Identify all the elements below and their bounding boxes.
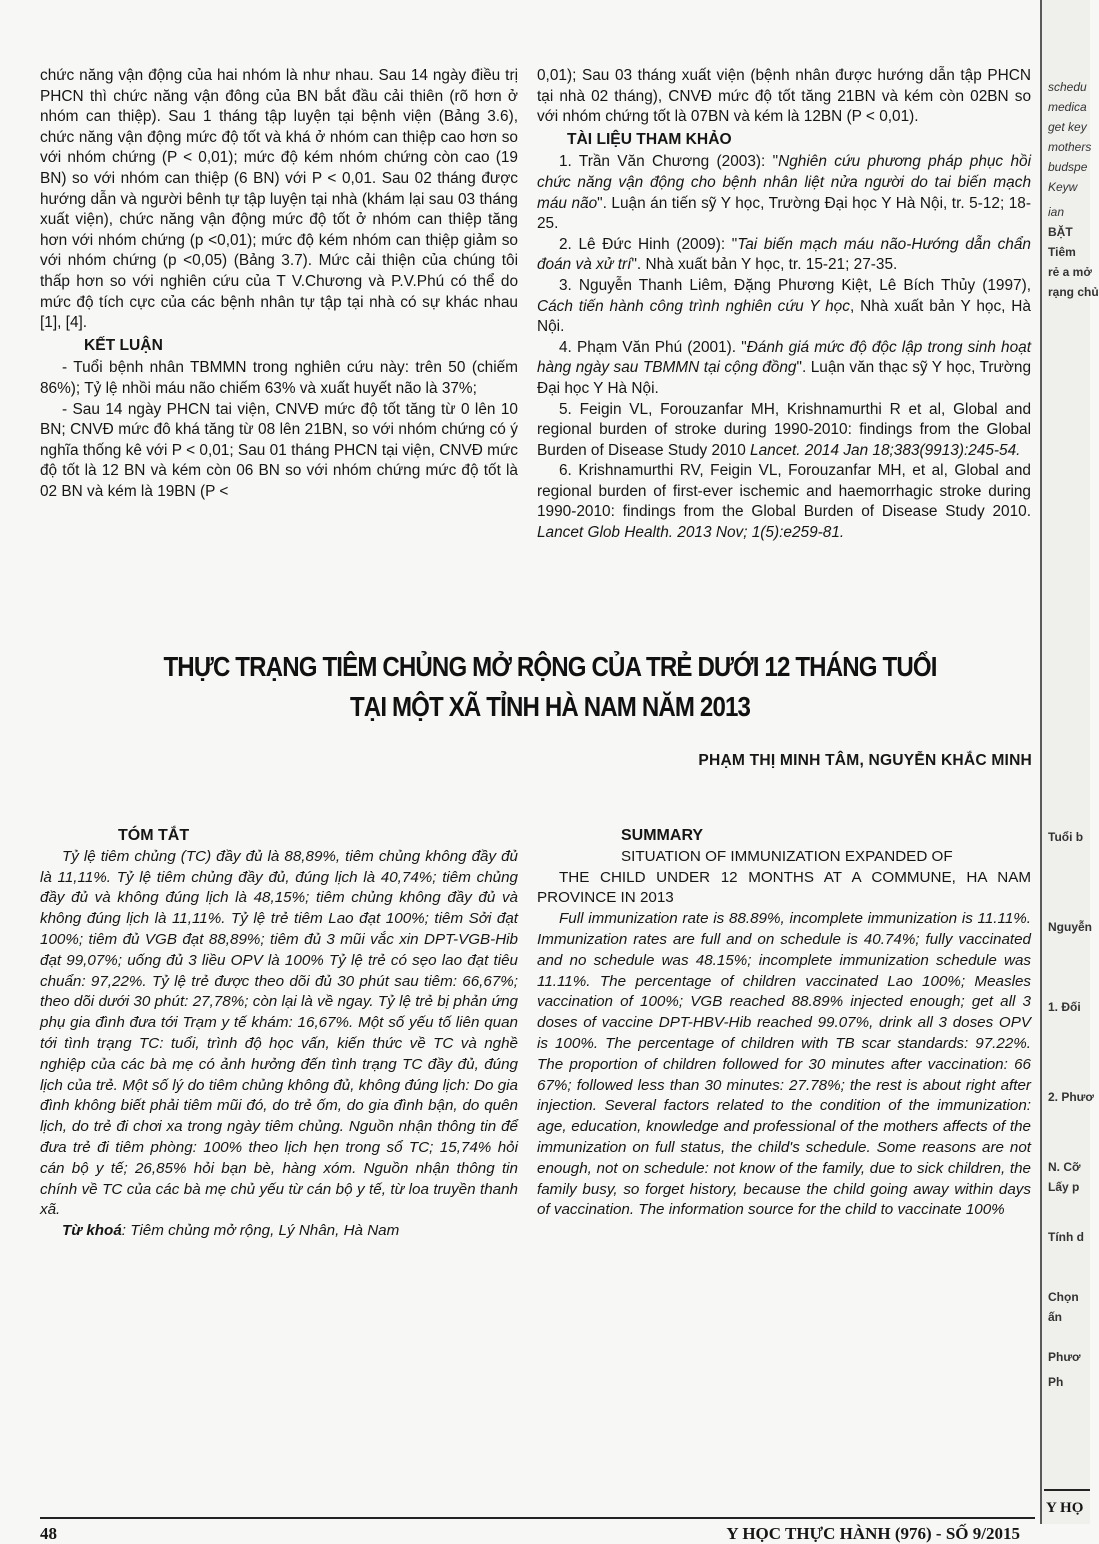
- adjacent-page-edge: [1040, 0, 1099, 1524]
- abstract-vn-keywords: [40, 1221, 518, 1242]
- adjacent-page-fragment: rẻ a mở: [1048, 265, 1092, 279]
- reference-text: 1. Trần Văn Chương (2003): ": [559, 153, 779, 171]
- abstract-vietnamese: [40, 824, 518, 1242]
- reference-title: Lancet. 2014 Jan 18;383(9913):245-54.: [750, 441, 1021, 459]
- adjacent-page-fragment: 1. Đối: [1048, 1000, 1081, 1014]
- abstract-en-title-rest: THE CHILD UNDER 12 MONTHS AT A COMMUNE, HA NAM PROVINCE IN 2013: [537, 868, 1031, 907]
- reference-item: [537, 276, 1031, 338]
- reference-title: Cách tiến hành công trình nghiên cứu Y học: [537, 297, 850, 315]
- keywords-value: : Tiêm chủng mở rộng, Lý Nhân, Hà Nam: [121, 1222, 400, 1240]
- adjacent-page-fragment: BẶT: [1048, 225, 1073, 239]
- footer-rule: [40, 1517, 1035, 1519]
- abstract-vn-heading: TÓM TẮT: [118, 827, 190, 844]
- previous-article-right-column: [537, 66, 1031, 544]
- adjacent-page-fragment: Phươ: [1048, 1350, 1081, 1364]
- reference-text: 6. Krishnamurthi RV, Feigin VL, Forouzanfar MH, et al, Global and regional burden of first-ever ischemic and haemorrhagic stroke during 1990-2010: findings from the Global Burden of Disease Study 2010.: [537, 462, 1031, 521]
- adjacent-page-fragment: ấn: [1048, 1310, 1063, 1324]
- article-authors: PHẠM THỊ MINH TÂM, NGUYỄN KHẮC MINH: [698, 752, 1032, 769]
- adjacent-page-fragment: Ph: [1048, 1375, 1064, 1389]
- reference-text: 5. Feigin VL, Forouzanfar MH, Krishnamurthi R et al, Global and regional burden of stroke during 1990-2010: findings from the Global Burden of Disease Study 2010: [537, 400, 1031, 459]
- adjacent-page-fragment: Keyw: [1048, 180, 1078, 194]
- adjacent-footer-rule: [1044, 1489, 1090, 1491]
- previous-article-left-column: [40, 66, 518, 502]
- page-gutter-line: [1040, 0, 1042, 1524]
- reference-item: [537, 461, 1031, 543]
- adjacent-page-fragment: schedu: [1048, 80, 1087, 94]
- references-heading: TÀI LIỆU THAM KHẢO: [567, 130, 732, 148]
- adjacent-page-fragment: get key: [1048, 120, 1087, 134]
- article-title-line-1: THỰC TRẠNG TIÊM CHỦNG MỞ RỘNG CỦA TRẺ DƯỚI 12 THÁNG TUỔI: [163, 651, 937, 682]
- adjacent-page-fragment: mothers: [1048, 140, 1092, 154]
- discussion-paragraph: chức năng vận động của hai nhóm là như nhau. Sau 14 ngày điều trị PHCN thì chức năng vận đông của BN bắt đầu cải thiên (rõ hơn ở nhóm can thiệp). Sau 1 tháng tập luyện tại bệnh viện (Bảng 3.6), chức năng vận động mức độ tốt và khá ở nhóm can thiệp cao hơn so với nhóm chứng (P < 0,01); mức độ kém nhóm chứng còn cao (19 BN) so với nhóm can thiệp (6 BN) với P < 0,01. Sau 02 tháng được hướng dẫn và người bênh tự tập luyện tại nhà (khám lại sau 03 tháng xuất viện), chức năng vận động mức độ tốt ở nhóm can thiệp tăng hơn với nhóm chứng (p <0,01); mức độ kém nhóm can thiệp giảm so với nhóm chứng (p <0,05) (Bảng 3.7). Mức cải thiện của chúng tôi thấp hơn so với nghiên cứu của T V.Chương và P.V.Phú có thể do mức độ tích cực của các bệnh nhân tự tập tại nhà có sự khác nhau [1], [4].: [40, 67, 518, 332]
- reference-title: Đánh giá mức độ độc lập trong sinh hoạt hàng ngày sau TBMMN tại cộng đồng: [537, 338, 1031, 377]
- abstract-en-heading: SUMMARY: [621, 827, 704, 844]
- adjacent-page-fragment: Tính d: [1048, 1230, 1084, 1244]
- article-title-line-2: TẠI MỘT XÃ TỈNH HÀ NAM NĂM 2013: [349, 691, 751, 722]
- conclusion-heading: KẾT LUẬN: [84, 336, 163, 354]
- reference-title: Tai biến mạch máu não-Hướng dẫn chẩn đoán và xử trí: [537, 235, 1031, 274]
- reference-text: , Nhà xuất bản Y học, Hà Nội.: [537, 297, 1031, 336]
- adjacent-page-fragment: medica: [1048, 100, 1087, 114]
- reference-text: ". Luận văn thạc sỹ Y học, Trường Đại học Y Hà Nội.: [537, 359, 1031, 397]
- abstract-english: [537, 824, 1031, 1221]
- reference-item: [537, 338, 1031, 400]
- adjacent-page-fragment: 2. Phươ: [1048, 1090, 1094, 1104]
- adjacent-page-fragment: Tiêm: [1048, 245, 1076, 259]
- adjacent-page-fragment: Chọn: [1048, 1290, 1079, 1304]
- reference-item: [537, 235, 1031, 276]
- reference-text: 4. Phạm Văn Phú (2001). ": [559, 338, 747, 356]
- conclusion-paragraph: - Sau 14 ngày PHCN tai viện, CNVĐ mức độ tốt tăng từ 0 lên 10 BN; CNVĐ mức đô khá tăng từ 08 lên 21BN, so với nhóm chứng có ý nghĩa thống kê với P < 0,01; Sau 01 tháng PHCN tại viện, CNVĐ mức độ tốt là 12 BN và kém còn 06 BN so với nhóm chứng mức độ tốt là 02 BN và kém là 19BN (P <: [40, 400, 518, 500]
- adjacent-page-fragment: ian: [1048, 205, 1065, 219]
- adjacent-page-fragment: Nguyễn: [1048, 920, 1093, 934]
- conclusion-continuation: 0,01); Sau 03 tháng xuất viện (bệnh nhân được hướng dẫn tập PHCN tại nhà 02 tháng), CNVĐ mức độ tốt tăng 21BN và kém còn 02BN so với nhóm chứng tốt là 07BN và kém là 12BN (P < 0,01).: [537, 67, 1031, 126]
- reference-title: Nghiên cứu phương pháp phục hồi chức năng vận động cho bệnh nhân liệt nửa người do tai biến mạch máu não: [537, 153, 1031, 212]
- adjacent-footer: Y HỌ: [1046, 1500, 1084, 1516]
- reference-item: [537, 400, 1031, 462]
- page-number: 48: [40, 1524, 57, 1543]
- adjacent-page-fragment: budspe: [1048, 160, 1088, 174]
- keywords-label: Từ khoá: [62, 1222, 122, 1240]
- reference-title: Lancet Glob Health. 2013 Nov; 1(5):e259-81.: [537, 524, 845, 542]
- adjacent-page-fragment: Lấy p: [1048, 1180, 1080, 1194]
- adjacent-page-fragment: Tuổi b: [1048, 830, 1084, 844]
- reference-text: ". Nhà xuất bản Y học, tr. 15-21; 27-35.: [631, 256, 898, 274]
- conclusion-paragraph: - Tuổi bệnh nhân TBMMN trong nghiên cứu này: trên 50 (chiếm 86%); Tỷ lệ nhồi máu não chiếm 63% và xuất huyết não là 37%;: [40, 359, 518, 397]
- reference-text: ". Luận án tiến sỹ Y học, Trường Đại học Y Hà Nội, tr. 5-12; 18-25.: [537, 194, 1031, 233]
- references-list: [537, 152, 1031, 543]
- adjacent-page-fragment: N. Cỡ: [1048, 1160, 1081, 1174]
- reference-text: 2. Lê Đức Hinh (2009): ": [559, 235, 738, 253]
- reference-item: [537, 152, 1031, 234]
- abstract-vn-body: Tỷ lệ tiêm chủng (TC) đầy đủ là 88,89%, tiêm chủng không đầy đủ là 11,11%. Tỷ lệ tiêm chủng đầy đủ, đúng lịch là 40,74%; tiêm chủng đầy đủ và không đúng lịch là 48,15%; tiêm chủng không đầy đủ và không đúng lịch là 11,11%. Tỷ lệ trẻ tiêm Lao đạt 100%; tiêm Sởi đạt 100%; tiêm đủ VGB đạt 88,89%; tiêm đủ 3 mũi vắc xin DPT-VGB-Hib đạt 99,07%; uống đủ 3 liều OPV là 100% Tỷ lệ trẻ có sẹo lao đạt tiêu chuẩn: 97,22%. Tỷ lệ trẻ được theo dõi đủ 30 phút sau tiêm: 66,67%; theo dõi dưới 30 phút: 27,78%; còn lại là về ngay. Tỷ lệ trẻ bị phản ứng phụ gia đình đưa tới Trạm y tế khám: 16,67%. Một số yếu tố liên quan tới tình trạng TC: tuổi, trình độ học vấn, kiến thức về TC và nghề nghiệp của các bà mẹ có ảnh hưởng đến tình trạng TC đầy đủ, đúng lịch của trẻ. Một số lý do tiêm chủng không đủ, không đúng lịch: Do gia đình không biết phải tiêm mũi đó, do trẻ ốm, do gia đình bận, do quên lịch, do trẻ đi chơi xa trong ngày tiêm chủng. Nguồn nhận thông tin để đưa trẻ đi tiêm phòng: 100% theo lịch hẹn trong sổ TC; 15,74% hỏi cán bộ y tế; 26,85% hỏi bạn bè, hàng xóm. Nguồn nhận thông tin chính về TC của các bà mẹ chủ yếu từ cán bộ y tế, từ loa truyền thanh xã.: [40, 847, 518, 1219]
- journal-footer: Y HỌC THỰC HÀNH (976) - SỐ 9/2015: [726, 1524, 1020, 1543]
- reference-text: 3. Nguyễn Thanh Liêm, Đặng Phương Kiệt, Lê Bích Thủy (1997),: [559, 276, 1031, 294]
- abstract-en-title-first: SITUATION OF IMMUNIZATION EXPANDED OF: [621, 847, 953, 865]
- abstract-en-body: Full immunization rate is 88.89%, incomplete immunization is 11.11%. Immunization rates are full and on schedule is 40.74%; fully vaccinated and no schedule was 48.15%; incomplete immunization schedule was 11.11%. The percentage of children vaccinated Lao 100%; Measles vaccination of 100%; VGB reached 88.89% injected enough; get all 3 doses of vaccine DPT-HBV-Hib reached 99.07%, drink all 3 doses OPV is 100%. The percentage of children with TB scar standards: 97.22%. The proportion of children followed for 30 minutes after vaccination: 66 67%; followed less than 30 minutes: 27.78%; the rest is about right after injection. Several factors related to the condition of the immunization: age, education, knowledge and professional of the mothers affects of the immunization on full status, the child's schedule. Some reasons are not enough, not on schedule: not know of the family, due to sick children, the family busy, so forget history, because the child going away within days of vaccination. The information source for the child to vaccinate 100%: [537, 910, 1031, 1219]
- adjacent-page-fragment: rạng chủ: [1048, 285, 1099, 299]
